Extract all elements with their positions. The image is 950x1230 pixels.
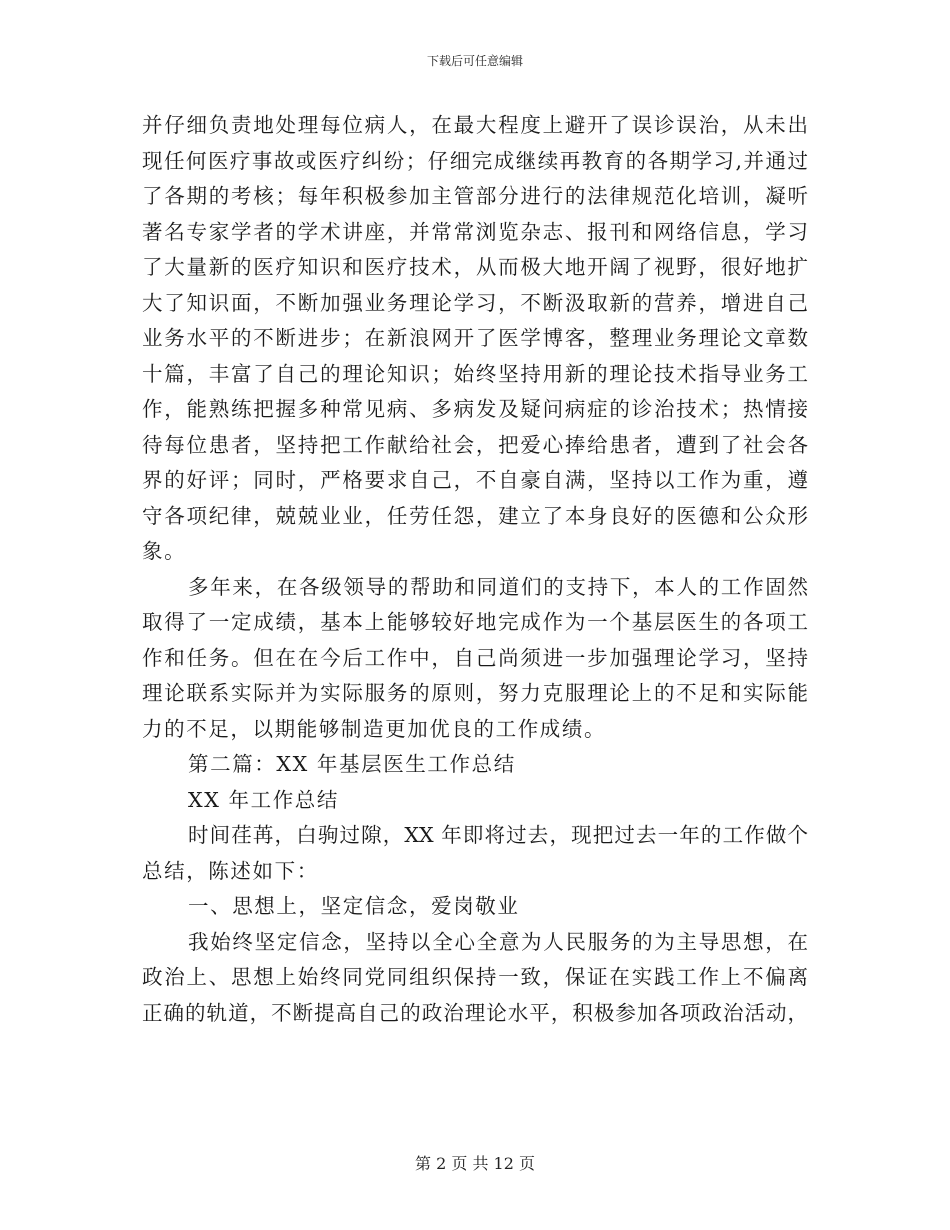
text-line: 时间荏苒，白驹过隙，XX 年即将过去，现把过去一年的工作做个	[188, 823, 808, 847]
page-header: 下载后可任意编辑	[426, 54, 523, 68]
text-line: 取得了一定成绩，基本上能够较好地完成作为一个基层医生的各项工	[142, 610, 808, 634]
text-line: 了各期的考核；每年积极参加主管部分进行的法律规范化培训，凝听	[142, 184, 808, 208]
text-line: 作和任务。但在在今后工作中，自己尚须进一步加强理论学习，坚持	[142, 645, 808, 670]
text-line: 力的不足，以期能够制造更加优良的工作成绩。	[142, 716, 607, 741]
text-line: 一、思想上，坚定信念，爱岗敬业	[188, 894, 520, 918]
text-line: 业务水平的不断进步；在新浪网开了医学博客，整理业务理论文章数	[142, 326, 808, 350]
text-line: 现任何医疗事故或医疗纠纷；仔细完成继续再教育的各期学习,并通过	[142, 148, 808, 173]
text-line: 了大量新的医疗知识和医疗技术，从而极大地开阔了视野，很好地扩	[142, 255, 808, 279]
text-line: 象。	[142, 539, 187, 563]
document-body	[142, 108, 808, 1031]
text-line: 界的好评；同时，严格要求自己，不自豪自满，坚持以工作为重，遵	[142, 468, 808, 492]
text-line: 多年来，在各级领导的帮助和同道们的支持下，本人的工作固然	[188, 574, 808, 599]
text-line: 著名专家学者的学术讲座，并常常浏览杂志、报刊和网络信息，学习	[142, 219, 808, 244]
text-line: 大了知识面，不断加强业务理论学习，不断汲取新的营养，增进自己	[142, 290, 808, 315]
text-line: 待每位患者，坚持把工作献给社会，把爱心捧给患者，遭到了社会各	[142, 432, 808, 457]
text-line: 作，能熟练把握多种常见病、多病发及疑问病症的诊治技术；热情接	[142, 397, 808, 421]
text-line: 并仔细负责地处理每位病人，在最大程度上避开了误诊误治，从未出	[142, 113, 808, 137]
text-line: 第二篇：XX 年基层医生工作总结	[188, 752, 516, 776]
text-line: 我始终坚定信念，坚持以全心全意为人民服务的为主导思想，在	[188, 929, 808, 954]
page-footer: 第 2 页 共 12 页	[415, 1154, 535, 1173]
text-line: XX 年工作总结	[188, 787, 340, 812]
text-line: 政治上、思想上始终同党同组织保持一致，保证在实践工作上不偏离	[142, 965, 808, 989]
text-line: 总结，陈述如下：	[142, 858, 319, 883]
text-line: 正确的轨道，不断提高自己的政治理论水平，积极参加各项政治活动，	[142, 1000, 808, 1025]
text-line: 守各项纪律，兢兢业业，任劳任怨，建立了本身良好的医德和公众形	[142, 503, 808, 528]
text-line: 理论联系实际并为实际服务的原则，努力克服理论上的不足和实际能	[142, 681, 808, 705]
text-line: 十篇，丰富了自己的理论知识；始终坚持用新的理论技术指导业务工	[142, 361, 808, 386]
